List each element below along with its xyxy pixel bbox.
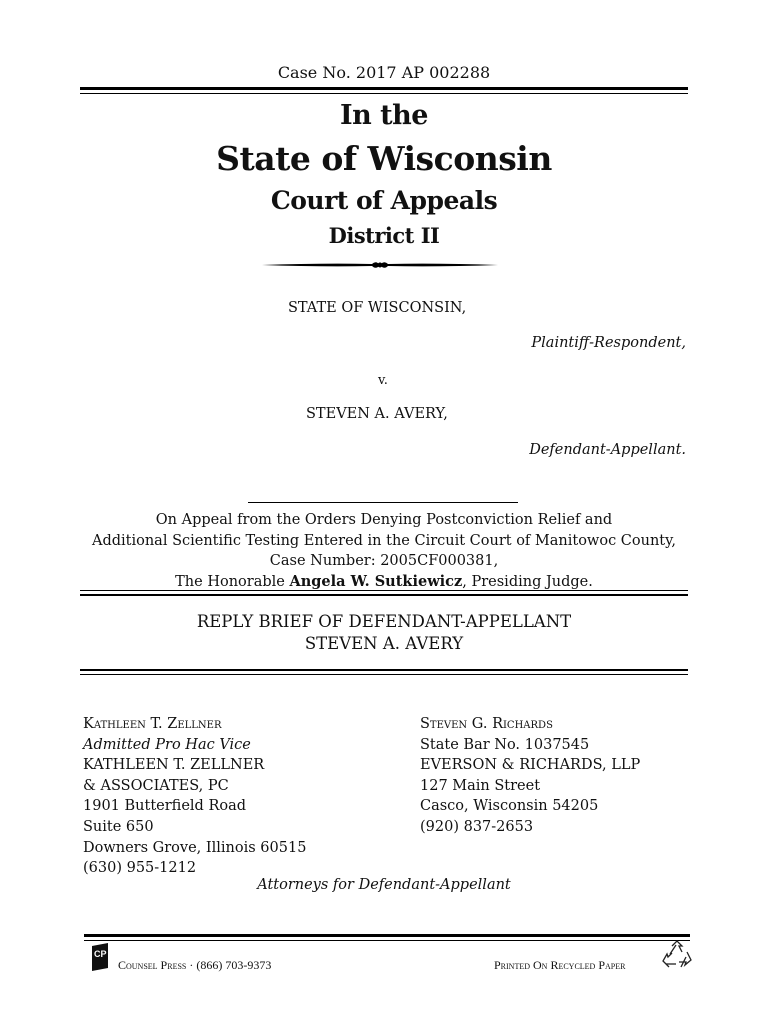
- attorney-left-admission: Admitted Pro Hac Vice: [83, 736, 251, 753]
- attorneys-caption: Attorneys for Defendant-Appellant: [257, 877, 511, 893]
- ornament-divider: [262, 258, 498, 272]
- judge-suffix: , Presiding Judge.: [462, 573, 593, 590]
- top-rule-thick: [80, 87, 688, 90]
- attorney-right-bar: State Bar No. 1037545: [420, 736, 590, 753]
- appeal-block: [0, 510, 768, 592]
- counsel-press-logo: [88, 943, 112, 971]
- counsel-press-name: Counsel Press: [118, 958, 187, 972]
- attorney-right-block: [420, 714, 640, 838]
- plaintiff-name: STATE OF WISCONSIN,: [288, 300, 467, 316]
- mid-rule-thin: [80, 590, 688, 591]
- attorney-left-block: [83, 714, 306, 879]
- attorney-right-city: Casco, Wisconsin 54205: [420, 798, 599, 815]
- counsel-press-phone: · (866) 703-9373: [186, 958, 272, 972]
- brief-title-line-2: STEVEN A. AVERY: [304, 634, 464, 653]
- attorney-left-suite: Suite 650: [83, 818, 154, 835]
- footer-rule-thick: [84, 934, 690, 937]
- mid-rule-thick: [80, 594, 688, 596]
- footer-rule-thin: [84, 940, 690, 941]
- attorney-left-name: Kathleen T. Zellner: [83, 716, 222, 732]
- appeal-line-3: Case Number: 2005CF000381,: [269, 553, 499, 569]
- attorney-right-street: 127 Main Street: [420, 777, 541, 794]
- court-line-district: District II: [328, 223, 440, 248]
- judge-name: Angela W. Sutkiewicz: [289, 572, 463, 590]
- logo-text: CP: [94, 949, 107, 959]
- attorney-right-firm: EVERSON & RICHARDS, LLP: [420, 757, 641, 774]
- appeal-line-1: On Appeal from the Orders Denying Postconviction Relief and: [155, 512, 613, 528]
- title-rule-thick: [80, 669, 688, 671]
- attorney-left-street: 1901 Butterfield Road: [83, 798, 247, 815]
- defendant-role: Defendant-Appellant.: [529, 442, 686, 458]
- attorney-left-firm-1: KATHLEEN T. ZELLNER: [83, 757, 265, 774]
- top-rule-thin: [80, 93, 688, 94]
- appeal-line-4: [0, 572, 768, 593]
- attorney-left-phone: (630) 955-1212: [83, 860, 197, 877]
- short-rule: [248, 502, 518, 503]
- attorney-left-city: Downers Grove, Illinois 60515: [83, 839, 307, 856]
- brief-title: [0, 611, 768, 655]
- attorney-right-phone: (920) 837-2653: [420, 818, 534, 835]
- judge-prefix: The Honorable: [175, 573, 290, 590]
- attorney-left-firm-2: & ASSOCIATES, PC: [83, 777, 229, 794]
- appeal-line-2: Additional Scientific Testing Entered in the Circuit Court of Manitowoc County,: [91, 532, 677, 549]
- title-rule-thin: [80, 674, 688, 675]
- brief-title-line-1: REPLY BRIEF OF DEFENDANT-APPELLANT: [196, 612, 572, 631]
- versus: v.: [378, 373, 388, 388]
- footer-counsel-press: [118, 958, 271, 973]
- court-line-state: State of Wisconsin: [216, 139, 552, 178]
- case-number: Case No. 2017 AP 002288: [277, 63, 491, 82]
- recycle-icon: [660, 940, 694, 972]
- defendant-name: STEVEN A. AVERY,: [306, 406, 448, 422]
- footer-recycled: Printed On Recycled Paper: [494, 958, 626, 972]
- attorney-right-name: Steven G. Richards: [420, 716, 553, 732]
- plaintiff-role: Plaintiff-Respondent,: [531, 335, 686, 351]
- court-line-appeals: Court of Appeals: [270, 186, 498, 215]
- court-line-in-the: In the: [340, 100, 428, 131]
